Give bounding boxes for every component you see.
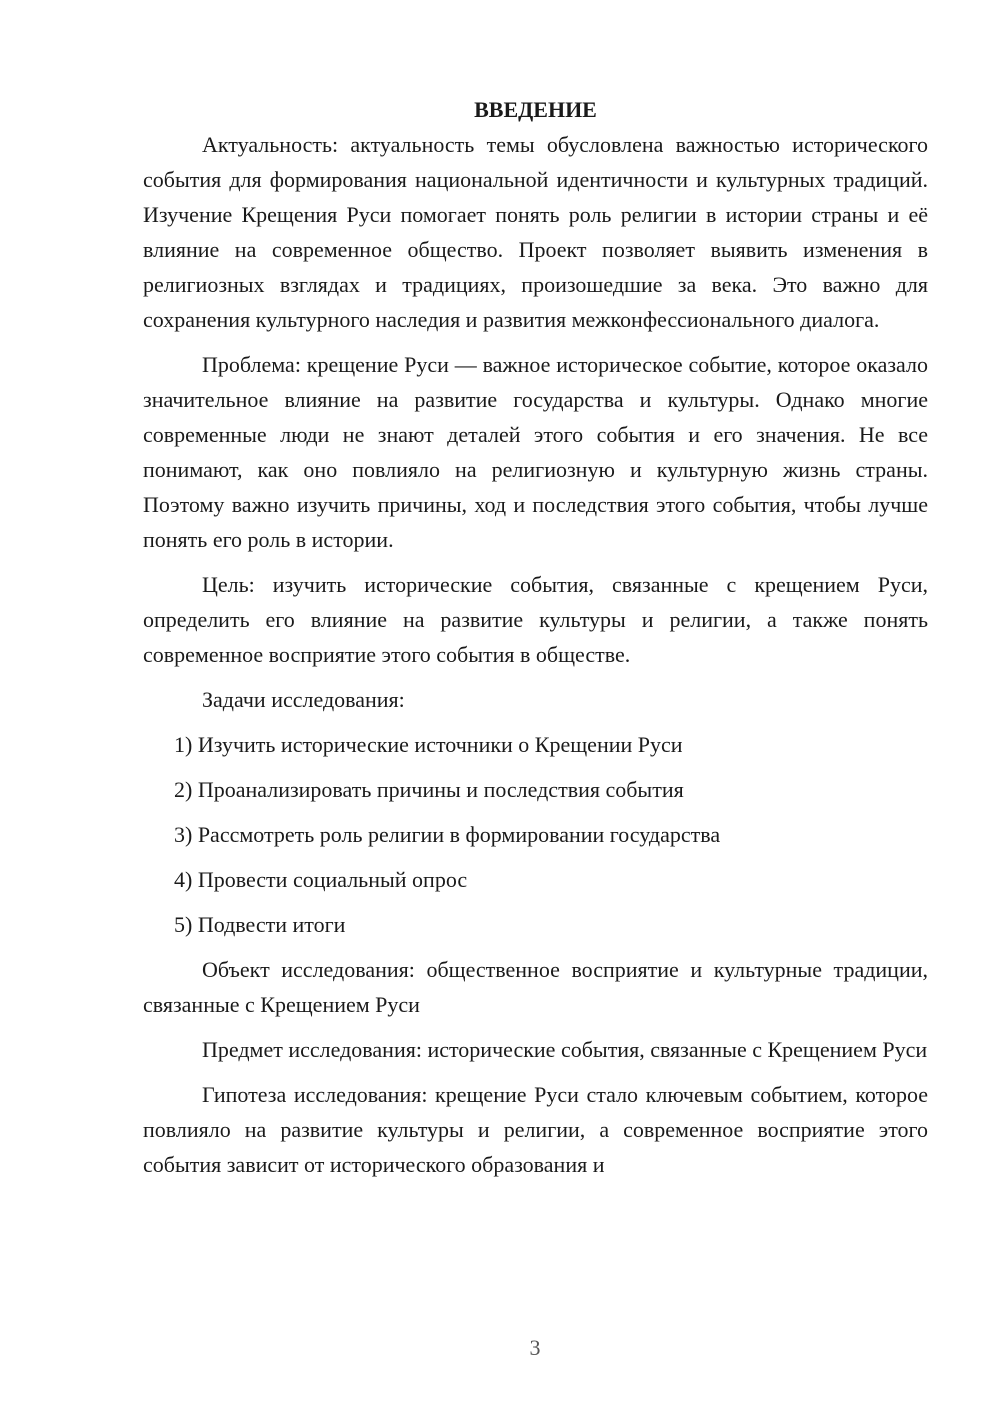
task-item-1: 1) Изучить исторические источники о Крещении Руси [174,732,683,757]
paragraph-problem: Проблема: крещение Руси — важное историческое событие, которое оказало значительное влияние на развитие государства и культуры. Однако многие современные люди не знают деталей этого события и его значения. Не все понимают, как оно повлияло на религиозную и культурную жизнь страны. Поэтому важно изучить причины, ход и последствия этого события, чтобы лучше понять его роль в истории. [143,352,928,552]
document-page [143,92,928,1182]
task-item-5: 5) Подвести итоги [174,912,346,937]
task-item-4: 4) Провести социальный опрос [174,867,468,892]
task-item-2: 2) Проанализировать причины и последствия события [174,777,684,802]
paragraph-relevance: Актуальность: актуальность темы обусловлена важностью исторического события для формирования национальной идентичности и культурных традиций. Изучение Крещения Руси помогает понять роль религии в истории страны и её влияние на современное общество. Проект позволяет выявить изменения в религиозных взглядах и традициях, произошедшие за века. Это важно для сохранения культурного наследия и развития межконфессионального диалога. [143,132,928,332]
paragraph-object: Объект исследования: общественное восприятие и культурные традиции, связанные с Крещением Руси [143,957,928,1017]
paragraph-goal: Цель: изучить исторические события, связанные с крещением Руси, определить его влияние на развитие культуры и религии, а также понять современное восприятие этого события в обществе. [143,572,928,667]
page-number: 3 [529,1335,541,1360]
paragraph-subject: Предмет исследования: исторические события, связанные с Крещением Руси [202,1037,928,1062]
section-title: ВВЕДЕНИЕ [474,97,597,122]
tasks-heading: Задачи исследования: [202,687,405,712]
paragraph-hypothesis: Гипотеза исследования: крещение Руси стало ключевым событием, которое повлияло на развитие культуры и религии, а современное восприятие этого события зависит от исторического образования и [143,1082,928,1177]
task-item-3: 3) Рассмотреть роль религии в формировании государства [174,822,721,847]
